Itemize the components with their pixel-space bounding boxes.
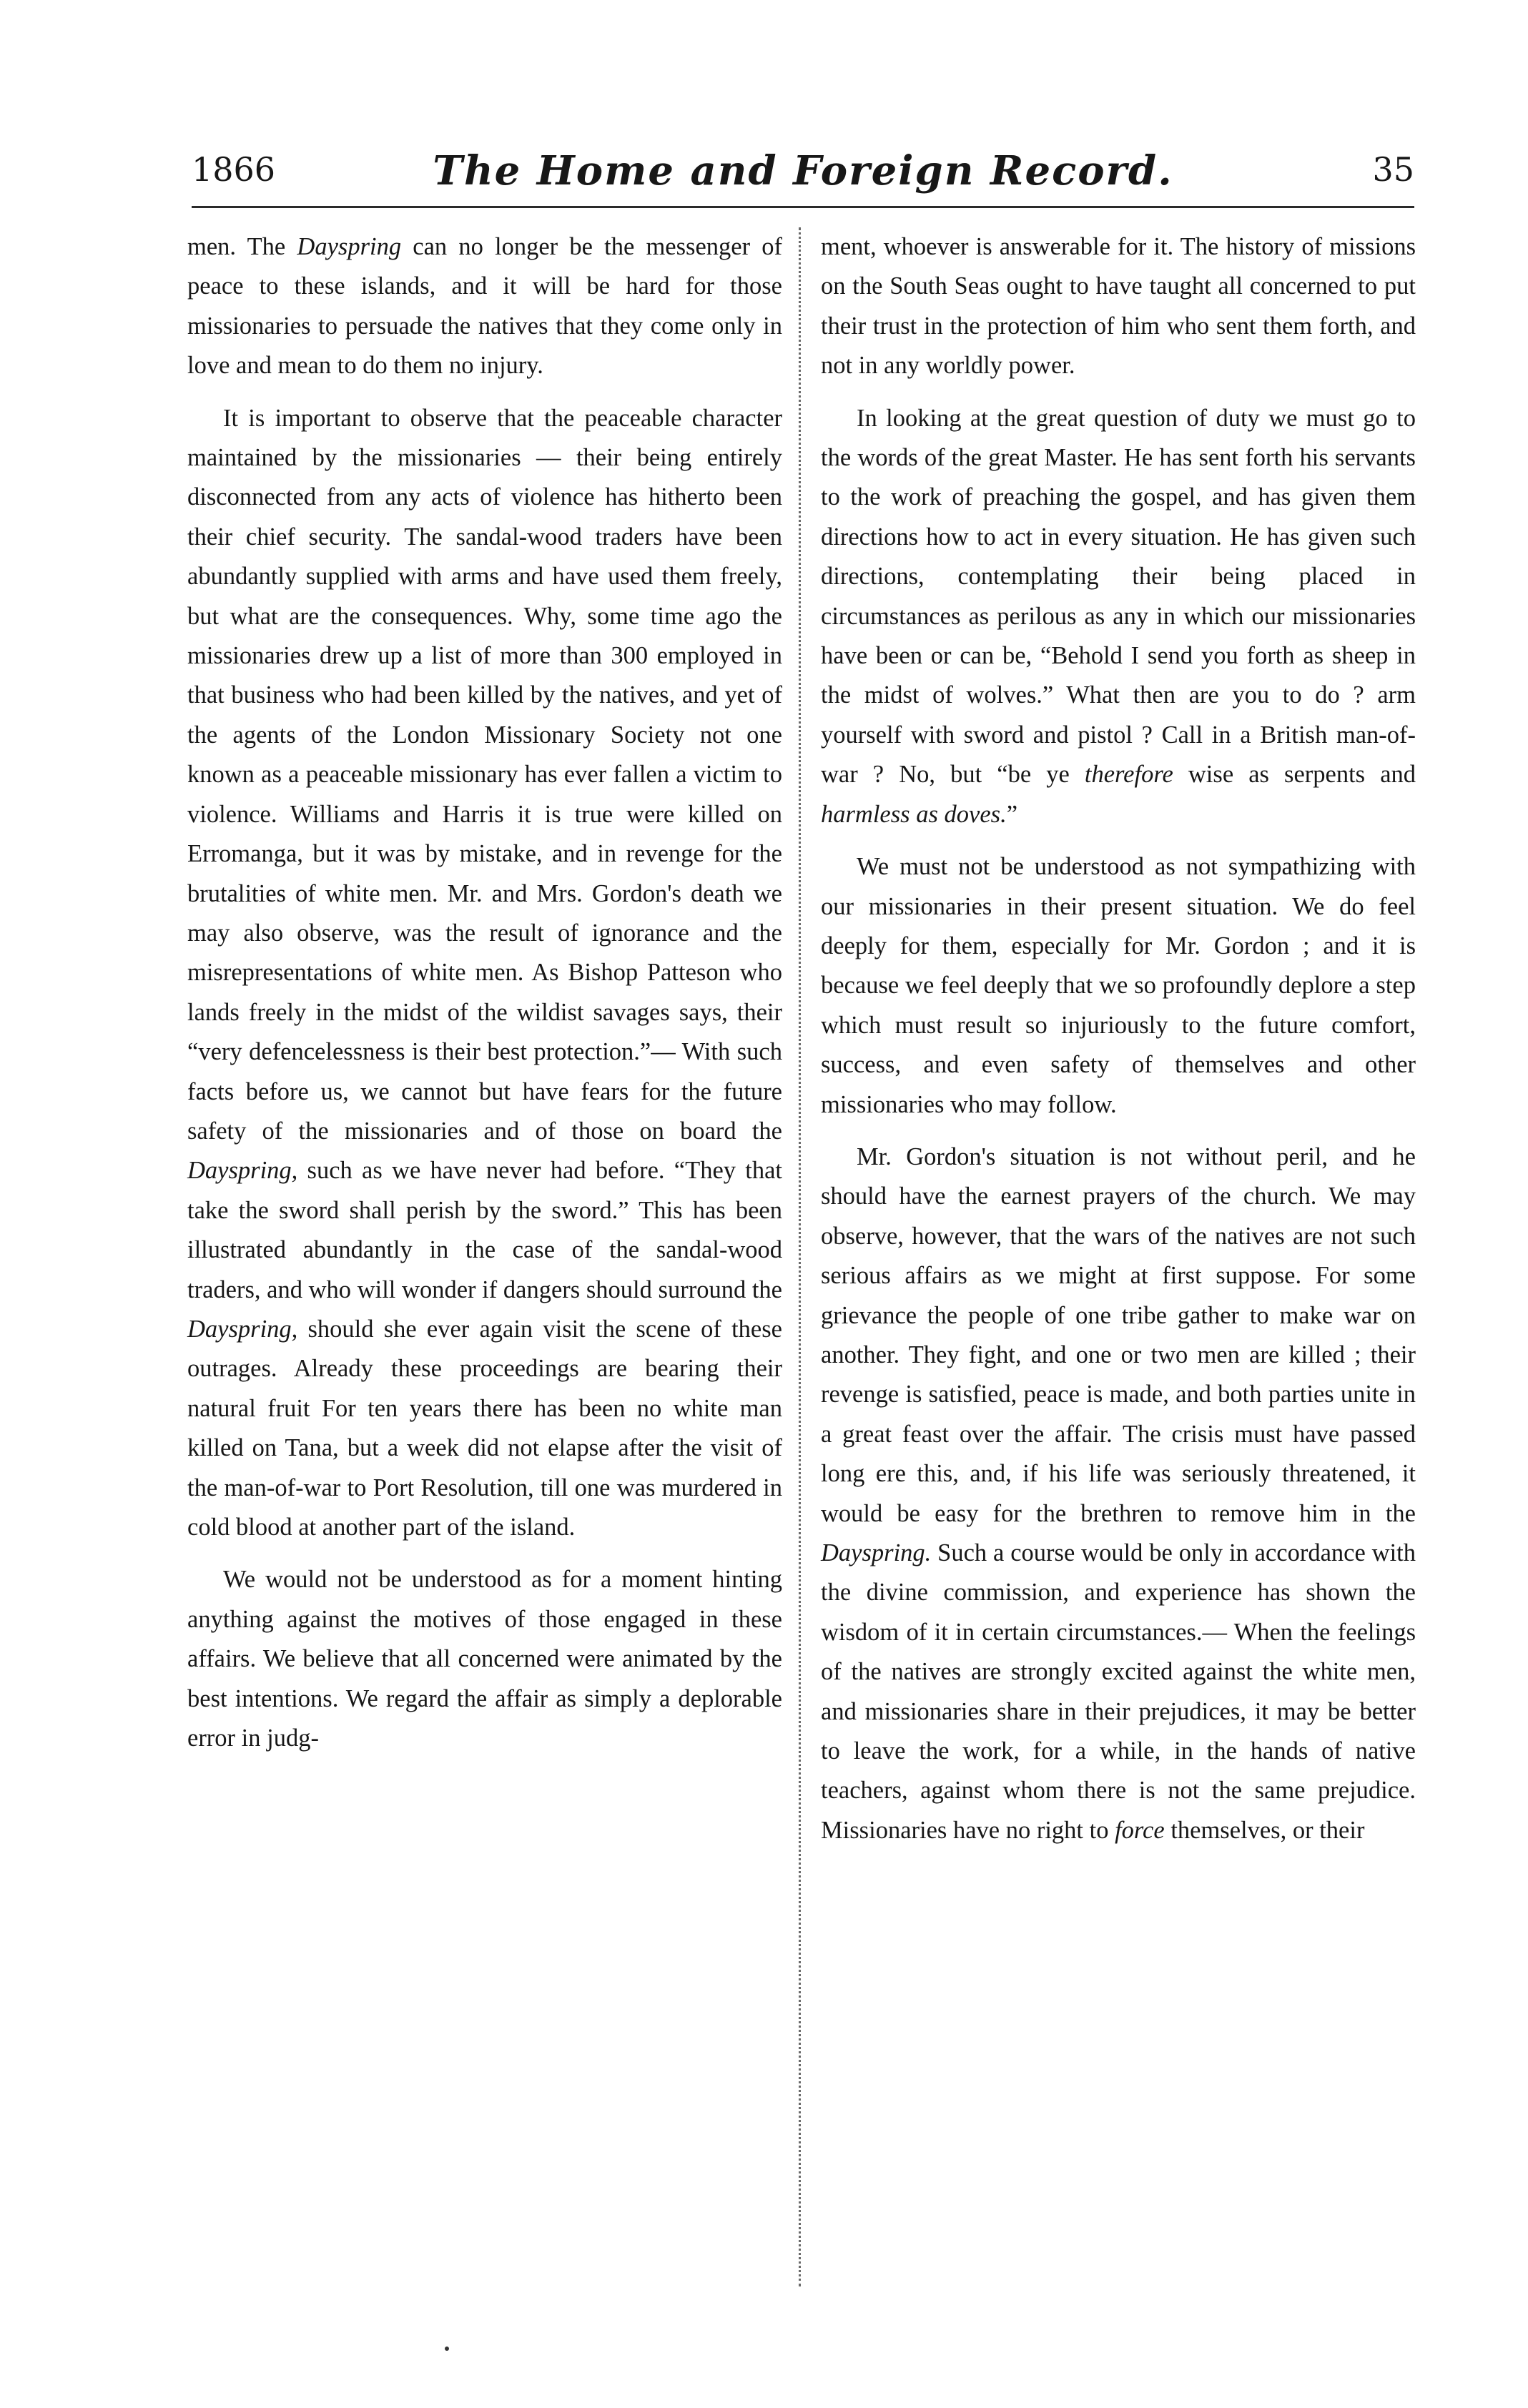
left-column xyxy=(187,227,782,1771)
header-title: The Home and Foreign Record. xyxy=(433,147,1173,194)
right-paragraph-1: ment, whoever is answerable for it. The history of missions on the South Seas ought to have taught all concerned to put their trust in the protection of him who sent them forth, and not in any worldly power. xyxy=(821,233,1416,380)
running-header xyxy=(192,147,1414,194)
right-paragraph-2: In looking at the great question of duty we must go to the words of the great Master. He has sent forth his servants to the work of preaching the gospel, and has given them directions how to act in every situation. He has given such directions, contemplating their being placed in circumstances as perilous as any in which our missionaries have been or can be, “Behold I send you forth as sheep in the midst of wolves.” What then are you to do ? arm yourself with sword and pistol ? Call in a British man-of-war ? No, but “be ye therefore wise as serpents and harmless as doves.” xyxy=(821,404,1416,828)
left-paragraph-2: It is important to observe that the peaceable character maintained by the missionaries — their being entirely disconnected from any acts of violence has hitherto been their chief security. The sandal-wood traders have been abundantly supplied with arms and have used them freely, but what are the consequences. Why, some time ago the missionaries drew up a list of more than 300 employed in that business who had been killed by the natives, and yet of the agents of the London Missionary Society not one known as a peaceable missionary has ever fallen a victim to violence. Williams and Harris it is true were killed on Erromanga, but it was by mistake, and in revenge for the brutalities of white men. Mr. and Mrs. Gordon's death we may also observe, was the result of ignorance and the misrepresentations of white men. As Bishop Patteson who lands freely in the midst of the wildist savages says, their “very defencelessness is their best protection.”— With such facts before us, we cannot but have fears for the future safety of the missionaries and of those on board the Dayspring, such as we have never had before. “They that take the sword shall perish by the sword.” This has been illustrated abundantly in the case of the sandal-wood traders, and who will wonder if dangers should surround the Dayspring, should she ever again visit the scene of these outrages. Already these proceedings are bearing their natural fruit For ten years there has been no white man killed on Tana, but a week did not elapse after the visit of the man-of-war to Port Resolution, till one was murdered in cold blood at another part of the island. xyxy=(187,404,782,1541)
header-rule xyxy=(192,206,1414,208)
page-number: 35 xyxy=(1372,150,1414,189)
left-paragraph-3: We would not be understood as for a moment hinting anything against the motives of those engaged in these affairs. We believe that all concerned were animated by the best intentions. We regard the affair as simply a deplorable error in judg- xyxy=(187,1566,782,1752)
right-paragraph-3: We must not be understood as not sympathizing with our missionaries in their present situation. We do feel deeply for them, especially for Mr. Gordon ; and it is because we feel deeply that we so profoundly deplore a step which must result so injuriously to the future comfort, success, and even safety of themselves and other missionaries who may follow. xyxy=(821,853,1416,1118)
column-divider xyxy=(799,227,801,2286)
header-year: 1866 xyxy=(192,150,276,189)
left-paragraph-1: men. The Dayspring can no longer be the messenger of peace to these islands, and it will be hard for those missionaries to persuade the natives that they come only in love and mean to do them no injury. xyxy=(187,233,782,380)
right-column xyxy=(821,227,1416,1863)
print-mark xyxy=(445,2347,449,2351)
right-paragraph-4: Mr. Gordon's situation is not without peril, and he should have the earnest prayers of the church. We may observe, however, that the wars of the natives are not such serious affairs as we might at first suppose. For some grievance the people of one tribe gather to make war on another. They fight, and one or two men are killed ; their revenge is satisfied, peace is made, and both parties unite in a great feast over the affair. The crisis must have passed long ere this, and, if his life was seriously threatened, it would be easy for the brethren to remove him in the Dayspring. Such a course would be only in accordance with the divine commission, and experience has shown the wisdom of it in certain circumstances.— When the feelings of the natives are strongly excited against the white men, and missionaries share in their prejudices, it may be better to leave the work, for a while, in the hands of native teachers, against whom there is not the same prejudice. Missionaries have no right to force themselves, or their xyxy=(821,1143,1416,1844)
